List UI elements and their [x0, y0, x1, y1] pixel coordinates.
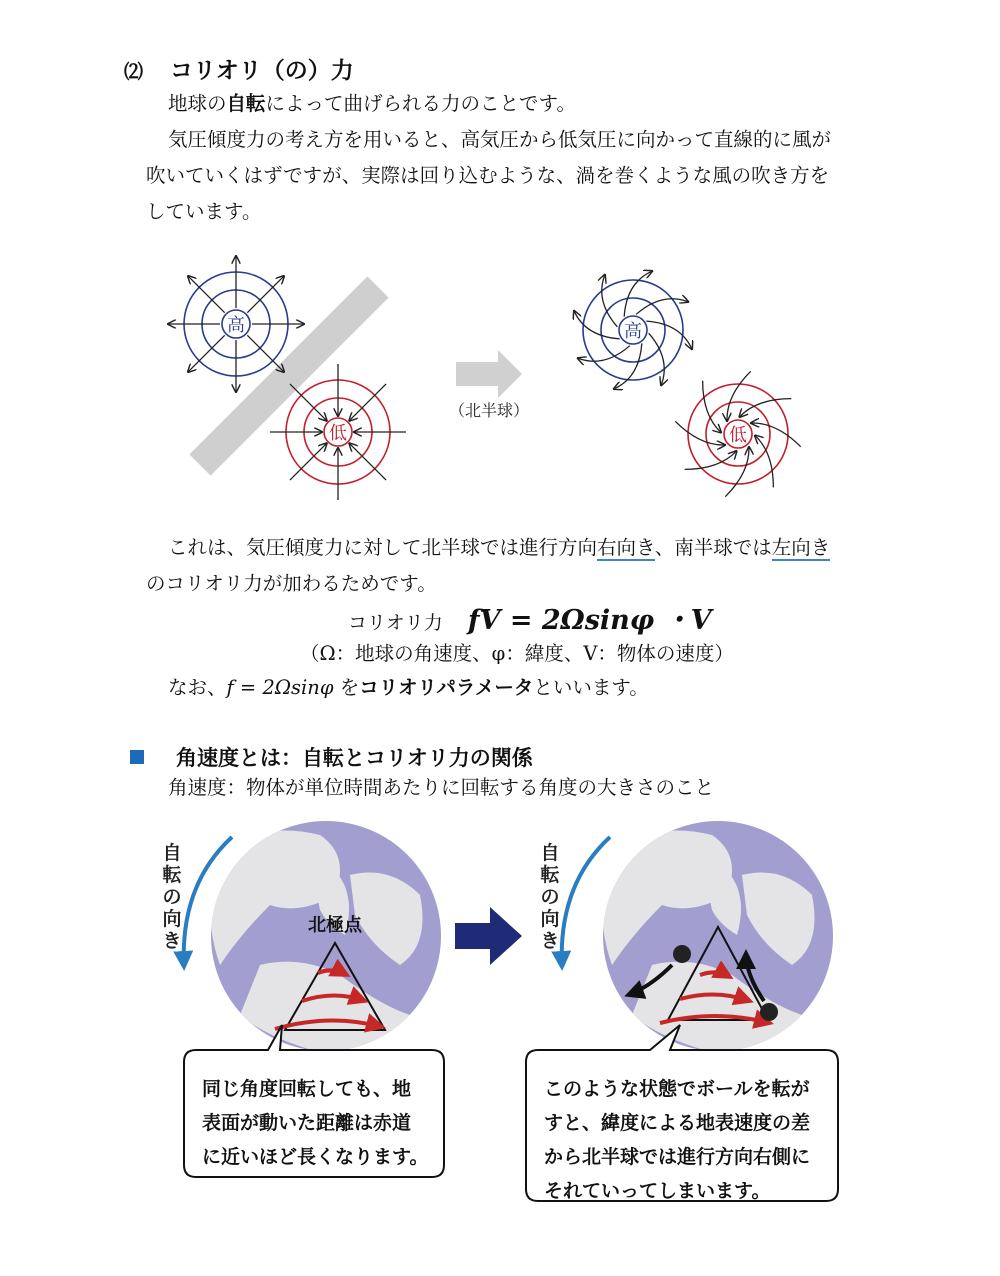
low-label-2: 低 — [729, 425, 747, 446]
outward-curve-arrow — [574, 311, 620, 339]
explanation-text: これは、気圧傾度力に対して北半球では進行方向 — [168, 536, 598, 559]
rotation-label-char: 転 — [540, 864, 560, 886]
underlined-right: 右向き — [597, 536, 655, 559]
rotation-label-char: の — [540, 886, 560, 908]
intro-line: しています。 — [146, 200, 262, 223]
high-label: 高 — [227, 315, 245, 336]
high-label-2: 高 — [624, 321, 642, 342]
bubble-left-text — [202, 1072, 452, 1174]
section-heading — [124, 52, 354, 85]
explanation-line-1 — [168, 530, 908, 566]
rotation-label-right — [540, 841, 559, 952]
rotation-label-left — [162, 841, 181, 952]
transition-arrow — [456, 350, 522, 398]
note-text: といいます。 — [533, 676, 649, 699]
north-pole-label: 北極点 — [308, 915, 362, 936]
globe-right — [601, 821, 833, 1055]
rotation-label-char: 転 — [162, 864, 182, 886]
rotation-label-char: き — [540, 930, 560, 952]
bubble-right-line: このような状態でボールを転が — [544, 1078, 810, 1100]
rotation-arrow-right — [562, 837, 610, 967]
low-label: 低 — [329, 423, 347, 444]
note-text: を — [333, 676, 360, 699]
coriolis-formula: fV = 2Ωsinφ ・V — [467, 605, 712, 636]
pressure-wind-diagram — [150, 240, 910, 510]
section-number: ⑵ — [124, 61, 144, 83]
northern-hemisphere-label: （北半球） — [448, 401, 530, 420]
formula-legend: （Ω：地球の角速度、φ：緯度、V：物体の速度） — [300, 642, 734, 665]
intro-bold-jiten: 自転 — [226, 92, 266, 115]
note-formula: f = 2Ωsinφ — [226, 676, 334, 699]
low-pressure-curved — [675, 371, 800, 496]
high-pressure-curved — [574, 271, 692, 389]
angular-velocity-definition: 角速度：物体が単位時間あたりに回転する角度の大きさのこと — [168, 776, 715, 799]
box-section-heading — [130, 742, 533, 772]
inward-curve-arrow — [725, 447, 749, 497]
outward-curve-arrow — [646, 321, 692, 349]
bubble-right-line: すと、緯度による地表速度の差 — [544, 1112, 811, 1134]
formula-label: コリオリ力 — [348, 612, 443, 634]
intro-line: 気圧傾度力の考え方を用いると、高気圧から低気圧に向かって直線的に風が — [168, 128, 832, 151]
intro-text: 地球の — [168, 92, 227, 115]
note-text: なお、 — [168, 676, 227, 699]
intro-text: によって曲げられる力のことです。 — [265, 92, 576, 115]
underlined-left: 左向き — [771, 536, 831, 559]
intro-line: 吹いていくはずですが、実際は回り込むような、渦を巻くような風の吹き方を — [146, 164, 830, 187]
high-pressure-straight — [168, 256, 304, 392]
formula-row — [348, 598, 712, 637]
rotation-label-char: の — [162, 886, 182, 908]
rotation-label-char: 自 — [540, 842, 560, 864]
big-navy-arrow — [455, 907, 522, 965]
coriolis-parameter-note — [168, 670, 868, 706]
low-pressure-straight — [270, 364, 406, 500]
note-bold-term: コリオリパラメータ — [359, 676, 534, 699]
inward-curve-arrow — [675, 421, 725, 445]
rotation-label-char: 向 — [162, 908, 182, 930]
bubble-right-text — [544, 1072, 844, 1208]
explanation-line-2: のコリオリ力が加わるためです。 — [146, 572, 437, 595]
inward-curve-arrow — [751, 423, 801, 447]
section-title: コリオリ（の）力 — [170, 58, 354, 84]
bubble-left-line: に近いほど長くなります。 — [202, 1146, 429, 1168]
outward-curve-arrow — [614, 343, 642, 389]
rotation-label-char: 自 — [162, 842, 182, 864]
intro-paragraph-1 — [168, 86, 908, 122]
rotation-label-char: き — [162, 930, 182, 952]
rotation-label-char: 向 — [540, 908, 560, 930]
blue-square-icon — [130, 750, 144, 764]
bubble-left-line: 同じ角度回転しても、地 — [202, 1078, 412, 1100]
globe-left — [209, 821, 441, 1055]
box-section-title: 角速度とは：自転とコリオリ力の関係 — [176, 746, 533, 770]
bubble-right-line: それていってしまいます。 — [544, 1180, 771, 1202]
inward-curve-arrow — [727, 371, 751, 421]
outward-curve-arrow — [624, 271, 652, 317]
bubble-left-line: 表面が動いた距離は赤道 — [202, 1112, 412, 1134]
bubble-right-line: から北半球では進行方向右側に — [544, 1146, 811, 1168]
explanation-text: 、南半球では — [654, 536, 772, 559]
